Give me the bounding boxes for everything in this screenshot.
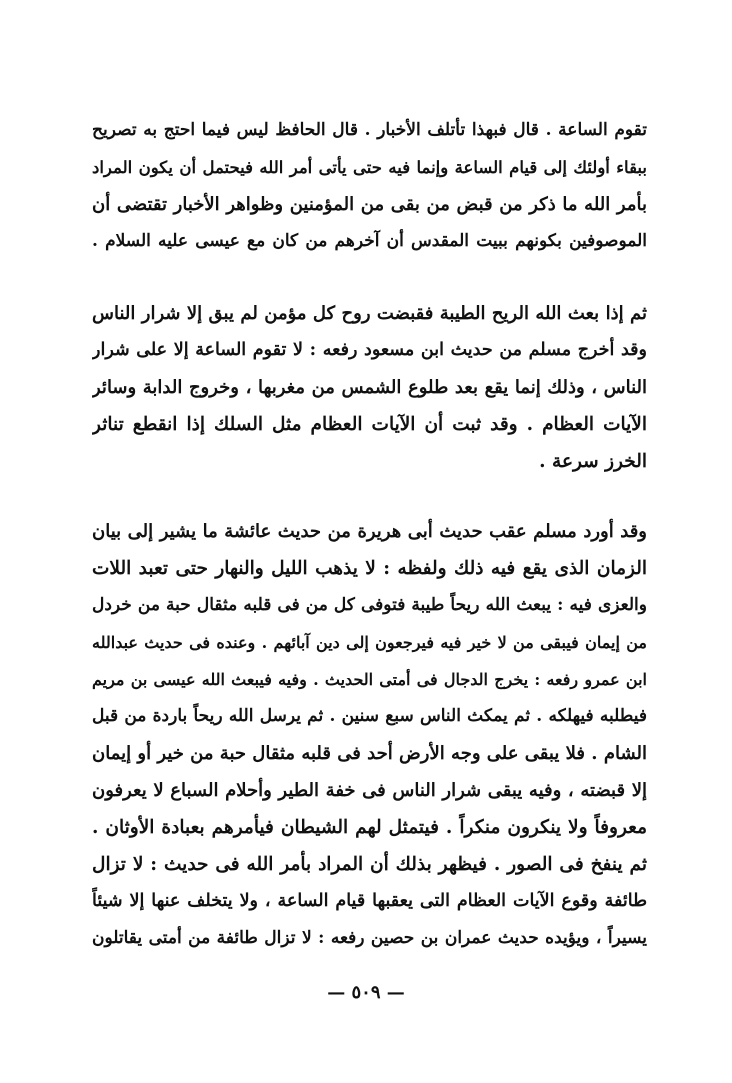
text-line: تقوم الساعة . قال فبهذا تأتلف الأخبار . قال الحافظ ليس فيما احتج به تصريح xyxy=(92,120,647,140)
text-line: بأمر الله ما ذكر من قبض من بقى من المؤمنين وظواهر الأخبار تقتضى أن xyxy=(92,194,647,215)
paragraph-3 xyxy=(92,513,647,957)
text-line: والعزى فيه : يبعث الله ريحاً طيبة فتوفى كل من فى قلبه مثقال حبة من خردل xyxy=(92,595,647,615)
text-line: طائفة وقوع الآيات العظام التى يعقبها قيام الساعة ، ولا يتخلف عنها إلا شيئاً xyxy=(92,891,647,911)
text-line: يسيراً ، ويؤيده حديث عمران بن حصين رفعه : لا تزال طائفة من أمتى يقاتلون xyxy=(92,928,647,948)
text-line: الموصوفين بكونهم ببيت المقدس أن آخرهم من كان مع عيسى عليه السلام . xyxy=(92,231,647,251)
text-line: فيطلبه فيهلكه . ثم يمكث الناس سبع سنين . ثم يرسل الله ريحاً باردة من قبل xyxy=(92,706,647,726)
text-line: ابن عمرو رفعه : يخرج الدجال فى أمتى الحديث . وفيه فيبعث الله عيسى بن مريم xyxy=(92,670,647,689)
text-line: معروفاً ولا ينكرون منكراً . فيتمثل لهم الشيطان فيأمرهم بعبادة الأوثان . xyxy=(92,817,647,838)
text-line: الآيات العظام . وقد ثبت أن الآيات العظام مثل السلك إذا انقطع تناثر xyxy=(92,414,647,435)
text-line: وقد أخرج مسلم من حديث ابن مسعود رفعه : لا تقوم الساعة إلا على شرار xyxy=(92,340,647,360)
paragraph-1 xyxy=(92,112,647,260)
text-line: الناس ، وذلك إنما يقع بعد طلوع الشمس من مغربها ، وخروج الدابة وسائر xyxy=(92,377,647,398)
text-line: إلا قبضته ، وفيه يبقى شرار الناس فى خفة الطير وأحلام السباع لا يعرفون xyxy=(92,780,647,801)
text-line: من إيمان فيبقى من لا خير فيه فيرجعون إلى دين آبائهم . وعنده فى حديث عبدالله xyxy=(92,633,647,652)
paragraph-2 xyxy=(92,295,647,480)
text-line: الزمان الذى يقع فيه ذلك ولفظه : لا يذهب الليل والنهار حتى تعبد اللات xyxy=(92,558,647,579)
text-line: ثم إذا بعث الله الريح الطيبة فقبضت روح كل مؤمن لم يبق إلا شرار الناس xyxy=(92,303,647,324)
text-line: الشام . فلا يبقى على وجه الأرض أحد فى قلبه مثقال حبة من خير أو إيمان xyxy=(92,743,647,764)
text-line: وقد أورد مسلم عقب حديث أبى هريرة من حديث عائشة ما يشير إلى بيان xyxy=(92,521,647,542)
page-number: — ٥٠٩ — xyxy=(327,982,405,1003)
text-line: الخرز سرعة . xyxy=(539,451,647,472)
text-line: ثم ينفخ فى الصور . فيظهر بذلك أن المراد بأمر الله فى حديث : لا تزال xyxy=(92,854,647,875)
text-line: ببقاء أولئك إلى قيام الساعة وإنما فيه حتى يأتى أمر الله فيحتمل أن يكون المراد xyxy=(92,158,647,177)
